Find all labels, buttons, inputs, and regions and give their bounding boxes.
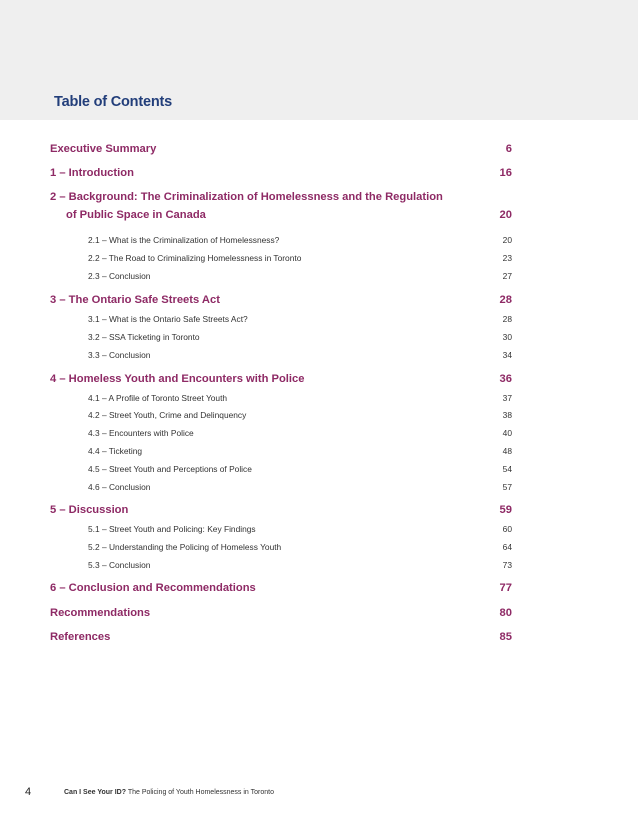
toc-entry[interactable] xyxy=(50,209,512,225)
toc-subentry[interactable] xyxy=(50,524,512,540)
toc-entry-label: 4.2 – Street Youth, Crime and Delinquency xyxy=(88,410,247,420)
footer-title-bold: Can I See Your ID? xyxy=(64,789,126,796)
toc-entry[interactable] xyxy=(50,167,512,183)
toc-entry-page: 38 xyxy=(502,410,512,420)
toc-subentry[interactable] xyxy=(50,235,512,251)
toc-entry[interactable] xyxy=(50,582,512,598)
toc-subentry[interactable] xyxy=(50,446,512,462)
toc-entry[interactable] xyxy=(50,191,512,207)
toc-entry-page: 30 xyxy=(502,332,512,342)
footer-title-rest: The Policing of Youth Homelessness in Toronto xyxy=(127,789,274,796)
toc-entry-page: 16 xyxy=(499,167,512,179)
toc-entry-page: 37 xyxy=(502,393,512,403)
toc-entry-label: 6 – Conclusion and Recommendations xyxy=(50,582,256,594)
toc-entry-label: 5.1 – Street Youth and Policing: Key Findings xyxy=(88,524,256,534)
toc-entry-label: 2.2 – The Road to Criminalizing Homelessness in Toronto xyxy=(88,253,302,263)
toc-subentry[interactable] xyxy=(50,410,512,426)
toc-subentry[interactable] xyxy=(50,314,512,330)
toc-entry-label: References xyxy=(50,631,111,643)
toc-entry-page: 27 xyxy=(502,271,512,281)
toc-entry-page: 28 xyxy=(499,294,512,306)
toc-entry-page: 60 xyxy=(502,524,512,534)
toc-entry-label: 3.1 – What is the Ontario Safe Streets Act? xyxy=(88,314,248,324)
toc-entry-page: 6 xyxy=(505,143,512,155)
toc-entry-page: 40 xyxy=(502,428,512,438)
toc-subentry[interactable] xyxy=(50,464,512,480)
toc-subentry[interactable] xyxy=(50,393,512,409)
toc-entry-label: 4.4 – Ticketing xyxy=(88,446,143,456)
toc-entry-label: 3 – The Ontario Safe Streets Act xyxy=(50,294,220,306)
toc-subentry[interactable] xyxy=(50,542,512,558)
toc-entry-page: 77 xyxy=(499,582,512,594)
toc-entry-label: 5.2 – Understanding the Policing of Homeless Youth xyxy=(88,542,282,552)
toc-subentry[interactable] xyxy=(50,271,512,287)
toc-subentry[interactable] xyxy=(50,350,512,366)
toc-entry-label: 4.3 – Encounters with Police xyxy=(88,428,194,438)
toc-subentry[interactable] xyxy=(50,428,512,444)
toc-subentry[interactable] xyxy=(50,482,512,498)
toc-entry-label: 1 – Introduction xyxy=(50,167,134,179)
toc-entry[interactable] xyxy=(50,504,512,520)
toc-entry-label: 5.3 – Conclusion xyxy=(88,560,151,570)
toc-subentry[interactable] xyxy=(50,253,512,269)
toc-subentry[interactable] xyxy=(50,560,512,576)
toc-entry-page: 34 xyxy=(502,350,512,360)
toc-entry-label: Executive Summary xyxy=(50,143,157,155)
toc-entry-label: 3.2 – SSA Ticketing in Toronto xyxy=(88,332,200,342)
toc-entry-page: 36 xyxy=(499,373,512,385)
toc-entry-label: 2.3 – Conclusion xyxy=(88,271,151,281)
toc-entry-page: 28 xyxy=(502,314,512,324)
toc-entry[interactable] xyxy=(50,294,512,310)
toc-entry-label: 2 – Background: The Criminalization of Homelessness and the Regulation xyxy=(50,191,443,203)
toc-entry-page: 23 xyxy=(502,253,512,263)
toc-entry-label: 4 – Homeless Youth and Encounters with Police xyxy=(50,373,305,385)
toc-entry[interactable] xyxy=(50,373,512,389)
toc-entry-page: 64 xyxy=(502,542,512,552)
toc-entry-label: 2.1 – What is the Criminalization of Homelessness? xyxy=(88,235,280,245)
toc-entry-label: of Public Space in Canada xyxy=(66,209,206,221)
toc-entry-page: 80 xyxy=(499,607,512,619)
toc-entry-page: 20 xyxy=(499,209,512,221)
footer-page-number: 4 xyxy=(25,786,32,798)
toc-entry-label: Recommendations xyxy=(50,607,151,619)
toc-entry-page: 85 xyxy=(499,631,512,643)
toc-entry-page: 57 xyxy=(502,482,512,492)
toc-entry-page: 54 xyxy=(502,464,512,474)
toc-subentry[interactable] xyxy=(50,332,512,348)
toc-entry[interactable] xyxy=(50,607,512,623)
toc-entry-label: 5 – Discussion xyxy=(50,504,129,516)
toc-entry-page: 73 xyxy=(502,560,512,570)
footer-title xyxy=(64,789,274,796)
toc-entry[interactable] xyxy=(50,631,512,647)
toc-entry-page: 59 xyxy=(499,504,512,516)
toc-entry-page: 48 xyxy=(502,446,512,456)
toc-entry[interactable] xyxy=(50,143,512,159)
toc-entry-label: 3.3 – Conclusion xyxy=(88,350,151,360)
toc-entry-label: 4.5 – Street Youth and Perceptions of Police xyxy=(88,464,252,474)
toc-entry-label: 4.1 – A Profile of Toronto Street Youth xyxy=(88,393,228,403)
page-title: Table of Contents xyxy=(54,94,172,110)
toc-entry-page: 20 xyxy=(502,235,512,245)
toc-entry-label: 4.6 – Conclusion xyxy=(88,482,151,492)
